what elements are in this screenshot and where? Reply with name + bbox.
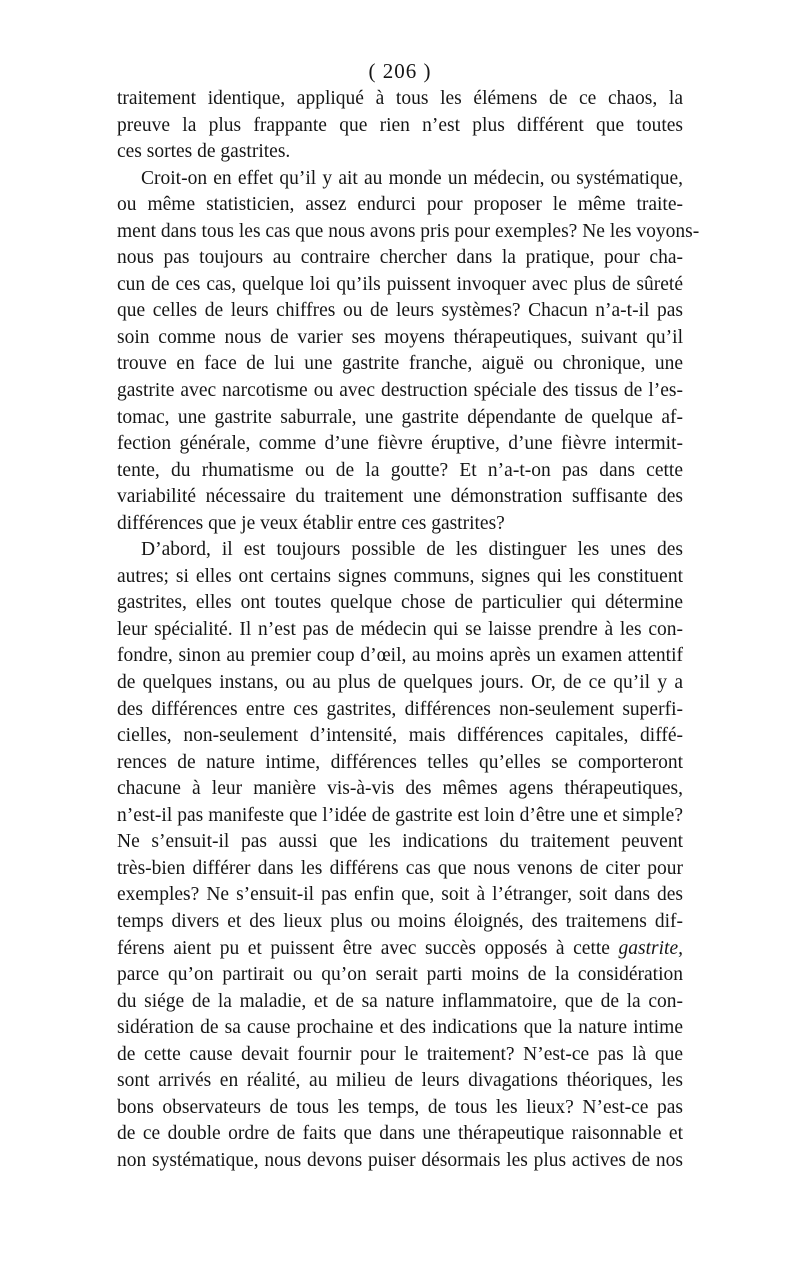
text-line: rences de nature intime, différences telles qu’elles se comporteront (117, 751, 683, 773)
text-line: gastrite avec narcotisme ou avec destruction spéciale des tissus de l’es- (117, 380, 683, 402)
text-line: de cette cause devait fournir pour le traitement? N’est-ce pas là que (117, 1043, 683, 1065)
text-line: férens aient pu et puissent être avec succès opposés à cette gastrite, (117, 937, 683, 959)
text-line: gastrites, elles ont toutes quelque chose de particulier qui détermine (117, 592, 683, 614)
text-line: de ce double ordre de faits que dans une thérapeutique raisonnable et (117, 1123, 683, 1145)
page-number: ( 206 ) (368, 59, 432, 83)
italic-word: gastrite, (618, 937, 683, 959)
text-line: des différences entre ces gastrites, différences non-seulement superfi- (117, 698, 683, 720)
text-line: preuve la plus frappante que rien n’est plus différent que toutes (117, 114, 683, 136)
text-line: que celles de leurs chiffres ou de leurs systèmes? Chacun n’a-t-il pas (117, 300, 683, 322)
text-line: ou même statisticien, assez endurci pour proposer le même traite- (117, 194, 683, 216)
text-line: cun de ces cas, quelque loi qu’ils puissent invoquer avec plus de sûreté (117, 273, 683, 295)
text-line: sidération de sa cause prochaine et des indications que la nature intime (117, 1017, 683, 1039)
text-line: tente, du rhumatisme ou de la goutte? Et n’a-t-on pas dans cette (117, 459, 683, 481)
body-text (117, 86, 700, 1174)
text-line: ces sortes de gastrites. (117, 141, 291, 163)
text-line: sont arrivés en réalité, au milieu de leurs divagations théoriques, les (117, 1070, 683, 1092)
text-line: tomac, une gastrite saburrale, une gastrite dépendante de quelque af- (117, 406, 683, 428)
text-line: fondre, sinon au premier coup d’œil, au moins après un examen attentif (117, 645, 683, 667)
text-line: traitement identique, appliqué à tous les élémens de ce chaos, la (117, 88, 683, 109)
text-line: temps divers et des lieux plus ou moins éloignés, des traitemens dif- (117, 910, 683, 932)
text-line: très-bien différer dans les différens cas que nous venons de citer pour (117, 857, 683, 879)
text-line: ment dans tous les cas que nous avons pris pour exemples? Ne les voyons- (117, 220, 700, 242)
text-line: du siége de la maladie, et de sa nature inflammatoire, que de la con- (117, 990, 683, 1012)
text-line: leur spécialité. Il n’est pas de médecin qui se laisse prendre à les con- (117, 618, 683, 640)
text-line: chacune à leur manière vis-à-vis des mêmes agens thérapeutiques, (117, 778, 683, 800)
text-line: n’est-il pas manifeste que l’idée de gastrite est loin d’être une et simple? (117, 804, 683, 826)
text-line: variabilité nécessaire du traitement une démonstration suffisante des (117, 486, 683, 508)
text-line: nous pas toujours au contraire chercher dans la pratique, pour cha- (117, 247, 683, 269)
text-line: trouve en face de lui une gastrite franche, aiguë ou chronique, une (117, 353, 683, 375)
text-line: Croit-on en effet qu’il y ait au monde un médecin, ou systématique, (141, 167, 683, 189)
text-line: parce qu’on partirait ou qu’on serait parti moins de la considération (117, 964, 683, 986)
text-line: non systématique, nous devons puiser désormais les plus actives de nos (117, 1149, 683, 1171)
text-line: bons observateurs de tous les temps, de tous les lieux? N’est-ce pas (117, 1096, 683, 1118)
text-line: Ne s’ensuit-il pas aussi que les indications du traitement peuvent (117, 831, 683, 853)
text-line: D’abord, il est toujours possible de les distinguer les unes des (141, 539, 683, 561)
text-line: de quelques instans, ou au plus de quelques jours. Or, de ce qu’il y a (117, 672, 683, 694)
text-line: exemples? Ne s’ensuit-il pas enfin que, soit à l’étranger, soit dans des (117, 884, 683, 906)
text-line: fection générale, comme d’une fièvre éruptive, d’une fièvre intermit- (117, 433, 683, 455)
text-line: différences que je veux établir entre ces gastrites? (117, 512, 505, 534)
text-line: soin comme nous de varier ses moyens thérapeutiques, suivant qu’il (117, 326, 683, 348)
text-line: cielles, non-seulement d’intensité, mais différences capitales, diffé- (117, 725, 683, 747)
text-line: autres; si elles ont certains signes communs, signes qui les constituent (117, 565, 683, 587)
